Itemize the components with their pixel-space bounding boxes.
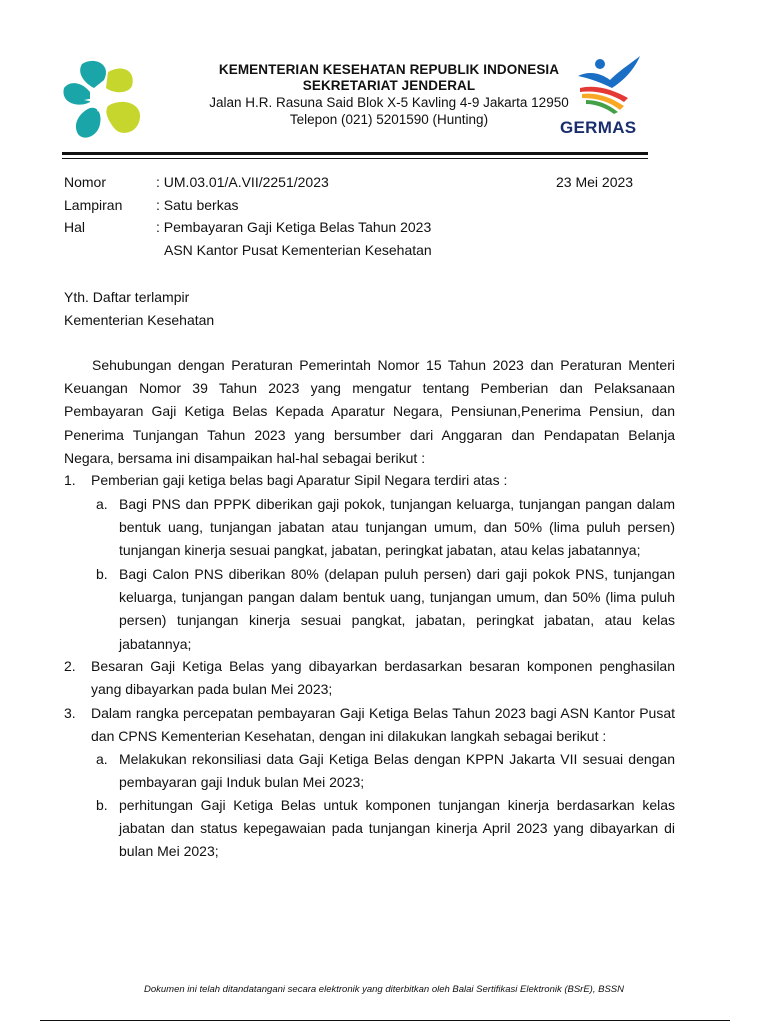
- item-3b-letter: b.: [96, 797, 108, 813]
- item-1a-text: Bagi PNS dan PPPK diberikan gaji pokok, tunjangan keluarga, tunjangan pangan dalam bentuk uang, tunjangan jabatan atau tunjangan umum, dan 50% (lima puluh persen) tunjangan kinerja sesuai pangkat, jabatan, peringkat jabatan, atau kelas jabatannya;: [119, 496, 675, 559]
- germas-label: GERMAS: [560, 118, 637, 137]
- germas-logo: [570, 50, 650, 120]
- letter-date: 23 Mei 2023: [556, 174, 634, 190]
- footer-rule: [40, 1020, 730, 1021]
- item-1a-letter: a.: [96, 496, 108, 512]
- recipient-line2: Kementerian Kesehatan: [64, 312, 215, 328]
- item-3a-text: Melakukan rekonsiliasi data Gaji Ketiga Belas dengan KPPN Jakarta VII sesuai dengan pembayaran gaji Induk bulan Mei 2023;: [119, 751, 675, 791]
- letterhead-rule-thin: [62, 158, 648, 159]
- letterhead-line1: KEMENTERIAN KESEHATAN REPUBLIK INDONESIA: [218, 62, 560, 77]
- item-1b-letter: b.: [96, 566, 108, 582]
- item-3-number: 3.: [64, 705, 76, 721]
- hal-value-line1: : Pembayaran Gaji Ketiga Belas Tahun 2023: [156, 219, 432, 235]
- lampiran-value: : Satu berkas: [156, 197, 239, 213]
- footer-esign-note: Dokumen ini telah ditandatangani secara elektronik yang diterbitkan oleh Balai Sertifikasi Elektronik (BSrE), BSSN: [144, 984, 624, 995]
- lampiran-label: Lampiran: [64, 197, 123, 213]
- letterhead-rule-thick: [62, 152, 648, 155]
- recipient-line1: Yth. Daftar terlampir: [64, 289, 190, 305]
- hal-label: Hal: [64, 219, 86, 235]
- letterhead-address: Jalan H.R. Rasuna Said Blok X-5 Kavling 4-9 Jakarta 12950: [209, 95, 569, 110]
- item-2-number: 2.: [64, 658, 76, 674]
- item-1-number: 1.: [64, 472, 76, 488]
- nomor-value: : UM.03.01/A.VII/2251/2023: [156, 174, 329, 190]
- hal-value-line2: ASN Kantor Pusat Kementerian Kesehatan: [164, 242, 432, 258]
- item-2-text: Besaran Gaji Ketiga Belas yang dibayarkan berdasarkan besaran komponen penghasilan yang dibayarkan pada bulan Mei 2023;: [91, 658, 675, 698]
- item-3b-text: perhitungan Gaji Ketiga Belas untuk komponen tunjangan kinerja berdasarkan kelas jabatan dan status kepegawaian pada tunjangan kinerja April 2023 yang dibayarkan di bulan Mei 2023;: [119, 797, 675, 860]
- nomor-label: Nomor: [64, 174, 107, 190]
- letterhead-phone: Telepon (021) 5201590 (Hunting): [289, 112, 489, 127]
- item-1-text: Pemberian gaji ketiga belas bagi Aparatur Sipil Negara terdiri atas :: [91, 472, 508, 488]
- item-1b-text: Bagi Calon PNS diberikan 80% (delapan puluh persen) dari gaji pokok PNS, tunjangan keluarga, tunjangan pangan dalam bentuk uang, tunjangan umum, dan 50% (lima puluh persen) tunjangan kinerja sesuai pangkat, jabatan, peringkat jabatan, atau kelas jabatannya;: [119, 566, 675, 652]
- letterhead-line2: SEKRETARIAT JENDERAL: [302, 78, 476, 93]
- item-3-text: Dalam rangka percepatan pembayaran Gaji Ketiga Belas Tahun 2023 bagi ASN Kantor Pusat dan CPNS Kementerian Kesehatan, dengan ini dilakukan langkah sebagai berikut :: [91, 705, 675, 745]
- item-3a-letter: a.: [96, 751, 108, 767]
- intro-paragraph: Sehubungan dengan Peraturan Pemerintah Nomor 15 Tahun 2023 dan Peraturan Menteri Keuangan Nomor 39 Tahun 2023 yang mengatur tentang Pemberian dan Pelaksanaan Pembayaran Gaji Ketiga Belas Kepada Aparatur Negara, Pensiunan,Penerima Pensiun, dan Penerima Tunjangan Tahun 2023 yang bersumber dari Anggaran dan Pendapatan Belanja Negara, bersama ini disampaikan hal-hal sebagai berikut :: [64, 357, 675, 466]
